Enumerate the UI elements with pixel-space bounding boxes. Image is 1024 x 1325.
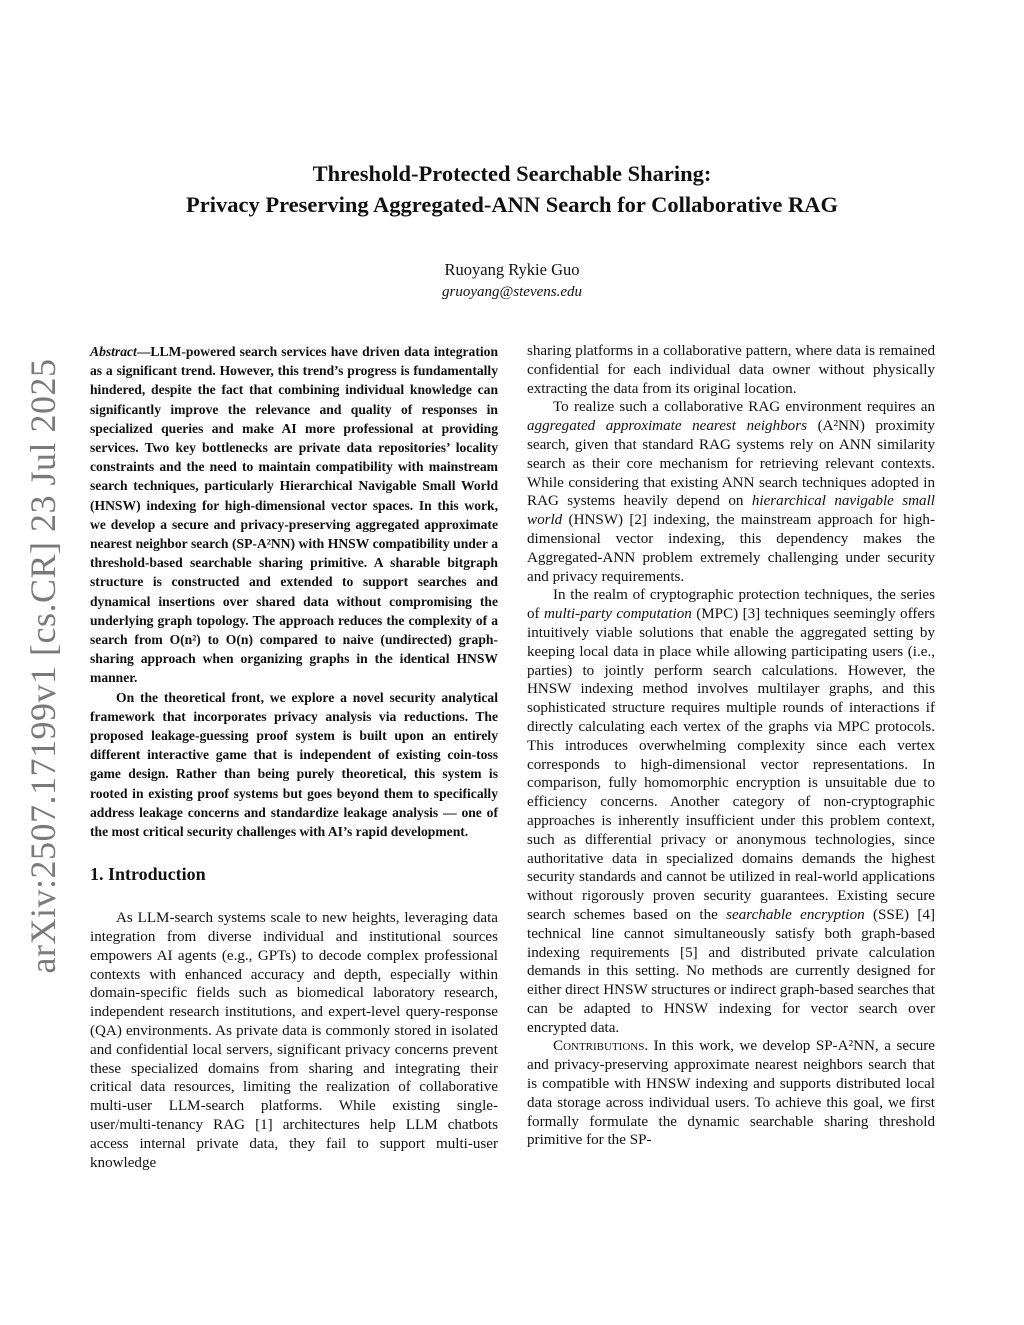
p3-text-c: (SSE) [4] technical line cannot simultaneously satisfy both graph-based indexing requirements [5] and distributed private calculation demands in this setting. No methods are currently designed for either direct HNSW structures or indirect graph-based searches that can be adapted to HNSW indexing for vector search over encrypted data. <box>527 906 935 1036</box>
right-column <box>527 342 935 1150</box>
p2-emphasis-a2nn: aggregated approximate nearest neighbors <box>527 418 807 435</box>
p3-emphasis-mpc: multi-party computation <box>544 606 692 623</box>
p2-text-c: (HNSW) [2] indexing, the mainstream approach for high-dimensional vector indexing, this dependency makes the Aggregated-ANN problem extremely challenging under security and privacy requirements. <box>527 512 935 585</box>
abstract-label: Abstract <box>90 344 137 359</box>
title-line-2: Privacy Preserving Aggregated-ANN Search for Collaborative RAG <box>186 192 838 217</box>
author-email: gruoyang@stevens.edu <box>441 284 583 300</box>
p3-text-a: In the realm of cryptographic protection techniques, the series of <box>527 587 935 623</box>
right-column-text <box>527 342 935 1150</box>
right-paragraph-1: sharing platforms in a collaborative pattern, where data is remained confidential for each individual data owner without physically extracting the data from its original location. <box>527 343 935 397</box>
p3-emphasis-sse: searchable encryption <box>726 906 865 923</box>
abstract-text-1: —LLM-powered search services have driven data integration as a significant trend. However, this trend’s progress is fundamentally hindered, despite the fact that combining individual knowledge can significantly improve the relevance and quality of responses in specialized queries and make AI more professional at providing services. Two key bottlenecks are private data repositories’ locality constraints and the need to maintain compatibility with mainstream search techniques, particularly Hierarchical Navigable Small World (HNSW) indexing for high-dimensional vector spaces. In this work, we develop a secure and privacy-preserving aggregated approximate nearest neighbor search (SP-A²NN) with HNSW compatibility under a threshold-based searchable sharing primitive. A sharable bitgraph structure is constructed and extended to support searches and dynamical insertions over shared data without compromising the underlying graph topology. The approach reduces the complexity of a search from O(n²) to O(n) compared to naive (undirected) graph-sharing approach when organizing graphs in the identical HNSW manner. <box>90 344 498 686</box>
p2-emphasis-hnsw: hierarchical navigable small world <box>527 493 935 529</box>
arxiv-watermark: arXiv:2507.17199v1 [cs.CR] 23 Jul 2025 <box>23 358 63 974</box>
abstract <box>90 342 498 841</box>
title-line-1: Threshold-Protected Searchable Sharing: <box>312 161 712 186</box>
author-name: Ruoyang Rykie Guo <box>444 260 580 279</box>
intro-paragraph-1: As LLM-search systems scale to new heights, leveraging data integration from diverse individual and institutional sources empowers AI agents (e.g., GPTs) to decode complex professional contexts with enhanced accuracy and depth, especially within domain-specific fields such as biomedical laboratory research, independent research institutions, and expert-level query-response (QA) environments. As private data is commonly stored in isolated and confidential local servers, significant privacy concerns prevent these specialized domains from sharing and integrating their critical data resources, limiting the realization of collaborative multi-user LLM-search platforms. While existing single-user/multi-tenancy RAG [1] architectures help LLM chatbots access internal private data, they fail to support multi-user knowledge <box>90 910 498 1171</box>
p3-text-b: (MPC) [3] techniques seemingly offers intuitively viable solutions that enable the aggregated setting by keeping local data in place while allowing participating users (i.e., parties) to jointly perform search calculations. However, the HNSW indexing method involves multilayer graphs, and this sophisticated structure requires multiple rounds of interactions if directly calculating each vertex of the graphs via MPC protocols. This introduces overwhelming complexity since each vertex corresponds to high-dimensional vector representations. In comparison, fully homomorphic encryption is unsuitable due to efficiency concerns. Another category of non-cryptographic approaches is inherently insufficient under this problem context, such as differential privacy or anonymous technologies, since authoritative data in specialized domains demands the highest security standards and cannot be utilized in real-world applications without rigorously proven security guarantees. Existing secure search schemes based on the <box>527 606 935 923</box>
abstract-paragraph-2: On the theoretical front, we explore a novel security analytical framework that incorporates privacy analysis via reductions. The proposed leakage-guessing proof system is built upon an entirely different interactive game that is independent of existing coin-toss game design. Rather than being purely theoretical, this system is rooted in existing proof systems but goes beyond them to specifically address leakage concerns and standardize leakage analysis — one of the most critical security challenges with AI’s rapid development. <box>90 689 498 840</box>
contributions-label: Contributions. <box>553 1038 649 1055</box>
section-heading-introduction: 1. Introduction <box>90 864 206 885</box>
p2-text-a: To realize such a collaborative RAG environment requires an <box>553 399 935 416</box>
paper-title <box>0 158 1024 220</box>
author-block <box>0 258 1024 302</box>
contributions-text: In this work, we develop SP-A²NN, a secure and privacy-preserving approximate nearest neighbors search that is compatible with HNSW indexing and supports distributed local data storage across individual users. To achieve this goal, we first formally formulate the dynamic searchable sharing threshold primitive for the SP- <box>527 1038 935 1149</box>
right-paragraph-2 <box>527 398 935 586</box>
right-paragraph-3 <box>527 586 935 1037</box>
p2-text-b: (A²NN) proximity search, given that standard RAG systems rely on ANN similarity search as their core mechanism for retrieving relevant contexts. While considering that existing ANN search techniques adopted in RAG systems heavily depend on <box>527 418 935 510</box>
introduction-text <box>90 909 498 1172</box>
left-column <box>90 342 498 1172</box>
right-paragraph-4 <box>527 1037 935 1150</box>
abstract-paragraph-1 <box>90 342 498 688</box>
